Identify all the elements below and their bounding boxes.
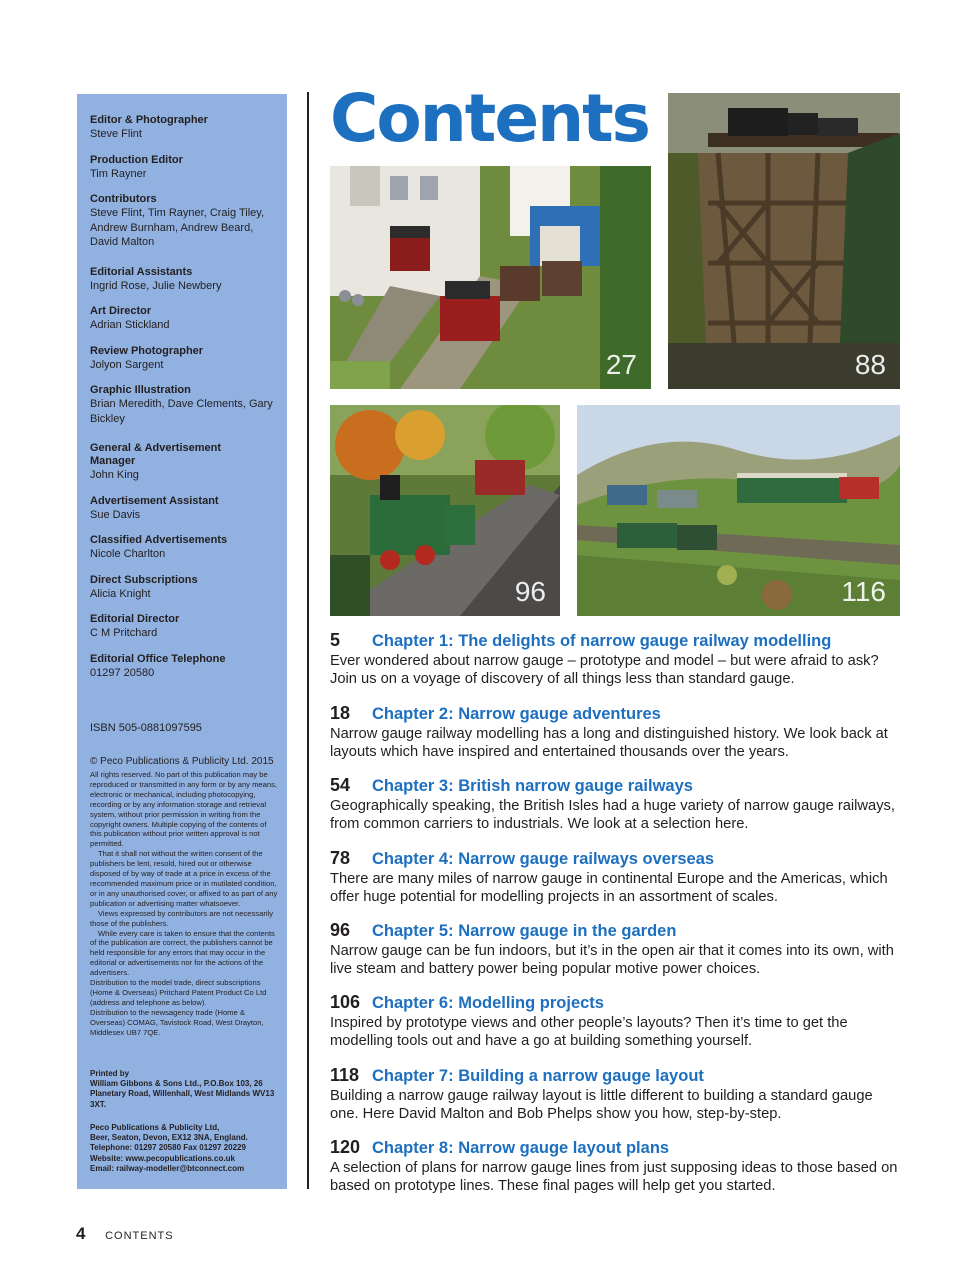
publisher-email: Email: railway-modeller@btconnect.com <box>90 1163 245 1173</box>
photo-page-number: 96 <box>514 576 546 607</box>
chapter-page-number: 120 <box>330 1137 361 1157</box>
chapter-entry[interactable] <box>330 1065 902 1124</box>
footer-page-number: 4 <box>76 1224 86 1243</box>
chapter-heading[interactable] <box>330 775 902 796</box>
chapter-heading[interactable] <box>330 1137 902 1158</box>
chapter-page-number: 96 <box>330 920 351 940</box>
credit-names: Brian Meredith, Dave Clements, Gary Bickley <box>90 398 273 425</box>
chapter-page-number: 18 <box>330 703 351 723</box>
photo-landscape-layout <box>577 405 900 616</box>
isbn: ISBN 505-0881097595 <box>90 722 202 734</box>
rights-paragraph: While every care is taken to ensure that the contents of the publication are correct, the publishers cannot be held responsible for any errors that may occur in the editorial or advertisements nor for the actions of the advertisers. <box>90 928 275 978</box>
credit-office-telephone <box>90 653 275 681</box>
printer-block <box>90 1069 280 1110</box>
rights-paragraph: All rights reserved. No part of this publication may be reproduced or transmitted in any form or by any means, electronic or mechanical, including photocopying, recording or by any information storage and retrieval system, without prior permission in writing from the copyright owners. Multiple copying of the contents of this publication without prior written approval is not permitted. <box>90 770 277 849</box>
credit-names: C M Pritchard <box>90 627 158 639</box>
credit-role: Editorial Assistants <box>90 265 193 278</box>
credit-graphic-illustration <box>90 384 275 426</box>
chapter-description: A selection of plans for narrow gauge lines from just supposing ideas to those based on based on prototype lines. These final pages will help get you started. <box>330 1160 898 1195</box>
chapter-entry[interactable] <box>330 703 902 762</box>
chapter-label: Chapter 3: <box>372 777 454 795</box>
chapter-heading[interactable] <box>330 703 902 724</box>
publisher-website: Website: www.pecopublications.co.uk <box>90 1153 235 1163</box>
copyright-block <box>90 756 278 1037</box>
credit-editorial-director <box>90 613 275 641</box>
publisher-phone: Telephone: 01297 20580 Fax 01297 20229 <box>90 1143 246 1153</box>
chapter-page-number: 106 <box>330 992 361 1012</box>
credit-production-editor <box>90 154 275 182</box>
printer-address: William Gibbons & Sons Ltd., P.O.Box 103, 26 Planetary Road, Willenhall, West Midlands WV13 3XT. <box>90 1079 275 1109</box>
credit-role: Editorial Office Telephone <box>90 652 226 665</box>
credit-contributors <box>90 193 275 250</box>
credit-role: Graphic Illustration <box>90 384 191 396</box>
publisher-name: Peco Publications & Publicity Ltd, <box>90 1123 220 1132</box>
chapter-title: Narrow gauge in the garden <box>458 922 677 940</box>
photo-page-number: 116 <box>841 576 886 607</box>
credit-role: Advertisement Assistant <box>90 494 219 507</box>
rights-paragraph: Views expressed by contributors are not necessarily those of the publishers. <box>90 908 274 928</box>
chapter-title: The delights of narrow gauge railway modelling <box>458 632 832 650</box>
chapter-entry[interactable] <box>330 992 902 1051</box>
chapter-label: Chapter 5: <box>372 922 454 940</box>
chapter-description: Narrow gauge railway modelling has a long and distinguished history. We look back at layouts which have inspired and entertained thousands over the years. <box>330 726 888 761</box>
photo-industrial-layout <box>330 166 651 389</box>
chapter-description: Geographically speaking, the British Isles had a huge variety of narrow gauge railways, from common carriers to industrials. We look at a selection here. <box>330 798 895 833</box>
chapter-label: Chapter 8: <box>372 1139 454 1157</box>
credit-names: Alicia Knight <box>90 587 151 600</box>
chapter-label: Chapter 4: <box>372 850 454 868</box>
credit-names: Tim Rayner <box>90 167 147 180</box>
rights-paragraph: That it shall not without the written consent of the publishers be lent, resold, hired out or otherwise disposed of by way of trade at a price in excess of the recommended maximum price or in mutilated condition, or in any unauthorised cover, or affixed to as part of any publication or advertising matter whatsoever. <box>90 849 278 908</box>
rights-text <box>90 770 278 1037</box>
page-footer <box>76 1224 174 1244</box>
credit-names: Steve Flint, Tim Rayner, Craig Tiley, Andrew Burnham, Andrew Beard, David Malton <box>90 207 265 248</box>
chapter-description: Building a narrow gauge railway layout is little different to building a standard gauge one. Here David Malton and Bob Phelps show you how, step-by-step. <box>330 1088 873 1123</box>
chapter-label: Chapter 6: <box>372 994 454 1012</box>
chapter-title: British narrow gauge railways <box>458 777 693 795</box>
credit-classified <box>90 534 275 562</box>
chapter-page-number: 78 <box>330 848 351 868</box>
chapter-label: Chapter 2: <box>372 705 454 723</box>
chapter-page-number: 54 <box>330 775 351 795</box>
chapter-page-number: 118 <box>330 1065 360 1085</box>
chapter-description: Ever wondered about narrow gauge – prototype and model – but were afraid to ask? Join us on a voyage of discovery of all things less than standard gauge. <box>330 653 879 688</box>
credit-role: General & Advertisement Manager <box>90 442 222 467</box>
chapter-heading[interactable] <box>330 920 902 941</box>
credit-advertisement-assistant <box>90 495 275 523</box>
chapter-entry[interactable] <box>330 920 902 979</box>
credit-art-director <box>90 305 275 333</box>
credits-sidebar <box>77 94 287 1189</box>
chapter-description: Inspired by prototype views and other people’s layouts? Then it’s time to get the modelling tools out and have a go at building something yourself. <box>330 1015 848 1050</box>
credit-names: 01297 20580 <box>90 666 155 679</box>
credit-subscriptions <box>90 574 275 602</box>
photo-page-number: 88 <box>854 349 886 380</box>
credit-review-photographer <box>90 345 275 373</box>
printed-label: Printed by <box>90 1069 130 1078</box>
chapter-title: Narrow gauge railways overseas <box>458 850 715 868</box>
credit-names: John King <box>90 469 139 481</box>
credit-names: Ingrid Rose, Julie Newbery <box>90 279 222 292</box>
copyright-line: © Peco Publications & Publicity Ltd. 2015 <box>90 756 274 767</box>
chapter-description: Narrow gauge can be fun indoors, but it’s in the open air that it comes into its own, with live steam and battery power being popular motive power choices. <box>330 943 894 978</box>
credit-role: Production Editor <box>90 153 183 166</box>
credit-role: Art Director <box>90 305 152 317</box>
chapter-heading[interactable] <box>330 992 902 1013</box>
chapter-heading[interactable] <box>330 1065 902 1086</box>
chapter-page-number: 5 <box>330 630 341 650</box>
chapter-title: Modelling projects <box>458 994 604 1012</box>
photo-industrial-layout-image <box>330 166 651 389</box>
credit-names: Sue Davis <box>90 508 141 521</box>
credit-role: Contributors <box>90 193 157 205</box>
credit-role: Editorial Director <box>90 613 180 625</box>
chapter-label: Chapter 1: <box>372 632 454 650</box>
credit-role: Review Photographer <box>90 344 204 357</box>
photo-trestle-bridge-image <box>668 93 900 389</box>
chapter-heading[interactable] <box>330 848 902 869</box>
credit-role: Classified Advertisements <box>90 534 228 546</box>
credit-names: Adrian Stickland <box>90 319 170 331</box>
credit-role: Editor & Photographer <box>90 114 208 126</box>
chapter-entry[interactable] <box>330 630 902 689</box>
chapter-entry[interactable] <box>330 1137 902 1196</box>
credit-names: Nicole Charlton <box>90 548 166 560</box>
column-divider <box>307 92 309 1189</box>
credit-names: Steve Flint <box>90 128 142 140</box>
publisher-address: Beer, Seaton, Devon, EX12 3NA, England. <box>90 1133 248 1143</box>
credit-editor <box>90 114 275 142</box>
credit-advertisement-manager <box>90 442 275 483</box>
chapter-heading[interactable] <box>330 630 902 651</box>
credit-names: Jolyon Sargent <box>90 358 164 371</box>
chapter-title: Building a narrow gauge layout <box>458 1067 704 1085</box>
footer-section-name: CONTENTS <box>105 1230 174 1242</box>
photo-trestle-bridge <box>668 93 900 389</box>
chapter-label: Chapter 7: <box>372 1067 454 1085</box>
distribution-paragraph: Distribution to the model trade, direct subscriptions (Home & Overseas) Pritchard Patent Product Co Ltd (address and telephone as below). <box>90 978 267 1007</box>
chapter-description: There are many miles of narrow gauge in continental Europe and the Americas, which offer huge potential for modelling projects in an assortment of scales. <box>330 871 888 906</box>
chapter-entry[interactable] <box>330 848 902 907</box>
credit-role: Direct Subscriptions <box>90 573 198 586</box>
page-title: Contents <box>330 80 649 157</box>
photo-page-number: 27 <box>605 349 637 380</box>
chapter-title: Narrow gauge layout plans <box>458 1139 670 1157</box>
credit-editorial-assistants <box>90 266 275 294</box>
publisher-block <box>90 1123 280 1174</box>
chapter-entry[interactable] <box>330 775 902 834</box>
distribution-paragraph: Distribution to the newsagency trade (Home & Overseas) COMAG, Tavistock Road, West Drayton, Middlesex UB7 7QE. <box>90 1007 264 1037</box>
photo-garden-railway <box>330 405 560 616</box>
chapter-title: Narrow gauge adventures <box>458 705 661 723</box>
